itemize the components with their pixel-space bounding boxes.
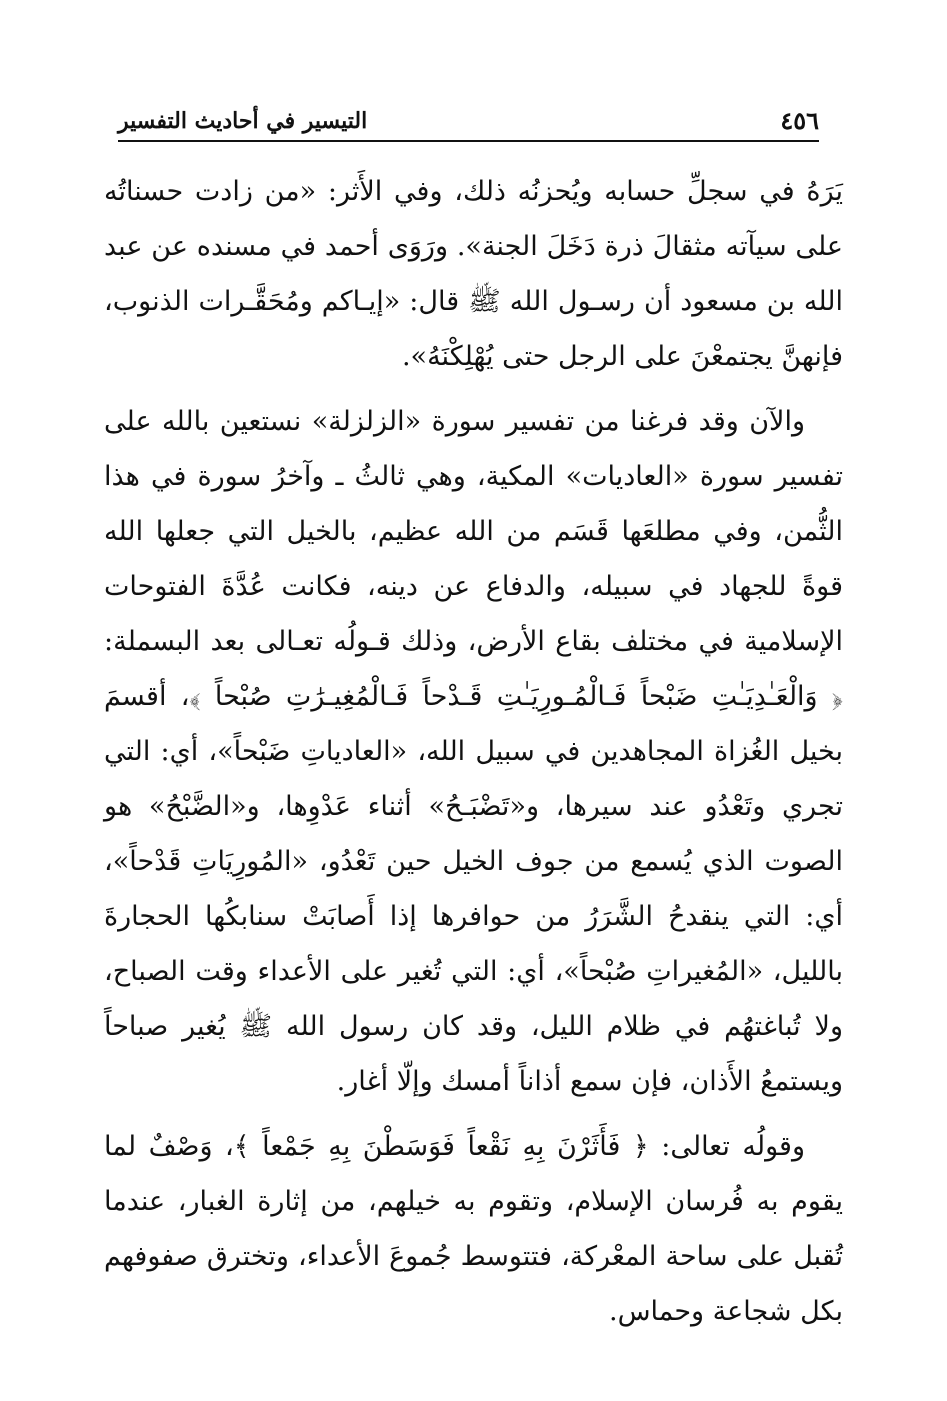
page-header [118, 104, 819, 142]
body-text [104, 164, 843, 1339]
running-title: التيسير في أحاديث التفسير [118, 108, 368, 134]
paragraph-al-adiyat-intro: والآن وقد فرغنا من تفسير سورة «الزلزلة» نستعين بالله على تفسير سورة «العاديات» المكية، وهي ثالثُ ـ وآخرُ سورة في هذا الثُّمن، وفي مطلعَها قَسَم من الله عظيم، بالخيل التي جعلها الله قوةً للجهاد في سبيله، والدفاع عن دينه، فكانت عُدَّةَ الفتوحات الإسلامية في مختلف بقاع الأرض، وذلك قـولُه تعـالى بعد البسملة: ﴿ وَالْعَـٰدِيَـٰتِ ضَبْحاً فَـالْمُـورِيَـٰتِ قَـدْحاً فَـالْمُغِيـرَٰتِ صُبْحاً ﴾، أقسمَ بخيل الغُزاة المجاهدين في سبيل الله، «العادياتِ ضَبْحاً»، أي: التي تجري وتَعْدُو عند سيرها، و«تَضْبَـحُ» أثناء عَدْوِها، و«الضَّبْحُ» هو الصوت الذي يُسمع من جوف الخيل حين تَعْدُو، «المُورِيَاتِ قَدْحاً»، أي: التي ينقدحُ الشَّرَرُ من حوافرها إذا أَصابَتْ سنابكُها الحجارةَ بالليل، «المُغيراتِ صُبْحاً»، أي: التي تُغير على الأعداء وقت الصباح، ولا تُباغتهُم في ظلام الليل، وقد كان رسول الله ﷺ يُغير صباحاً ويستمعُ الأَذان، فإن سمع أذاناً أمسك وإلّا أغار. [104, 406, 843, 1097]
paragraph-continuation: يَرَهُ في سجلِّ حسابه ويُحزنُه ذلك، وفي الأَثر: «من زادت حسناتُه على سيآته مثقالَ ذرة دَخَلَ الجنة». ورَوَى أحمد في مسنده عن عبد الله بن مسعود أن رسـول الله ﷺ قال: «إيـاكم ومُحَقَّـرات الذنوب، فإنهنَّ يجتمعْنَ على الرجل حتى يُهْلِكْنَهُ». [104, 176, 843, 372]
page-number: ٤٥٦ [780, 106, 819, 135]
paragraph-verse-commentary: وقولُه تعالى: ﴿ فَأَثَرْنَ بِهِ نَقْعاً فَوَسَطْنَ بِهِ جَمْعاً ﴾، وَصْفٌ لما يقوم به فُرسان الإسلام، وتقوم به خيلهم، من إثارة الغبار، عندما تُقبل على ساحة المعْركة، فتتوسط جُموعَ الأعداء، وتخترق صفوفهم بكل شجاعة وحماس. [104, 1131, 843, 1327]
